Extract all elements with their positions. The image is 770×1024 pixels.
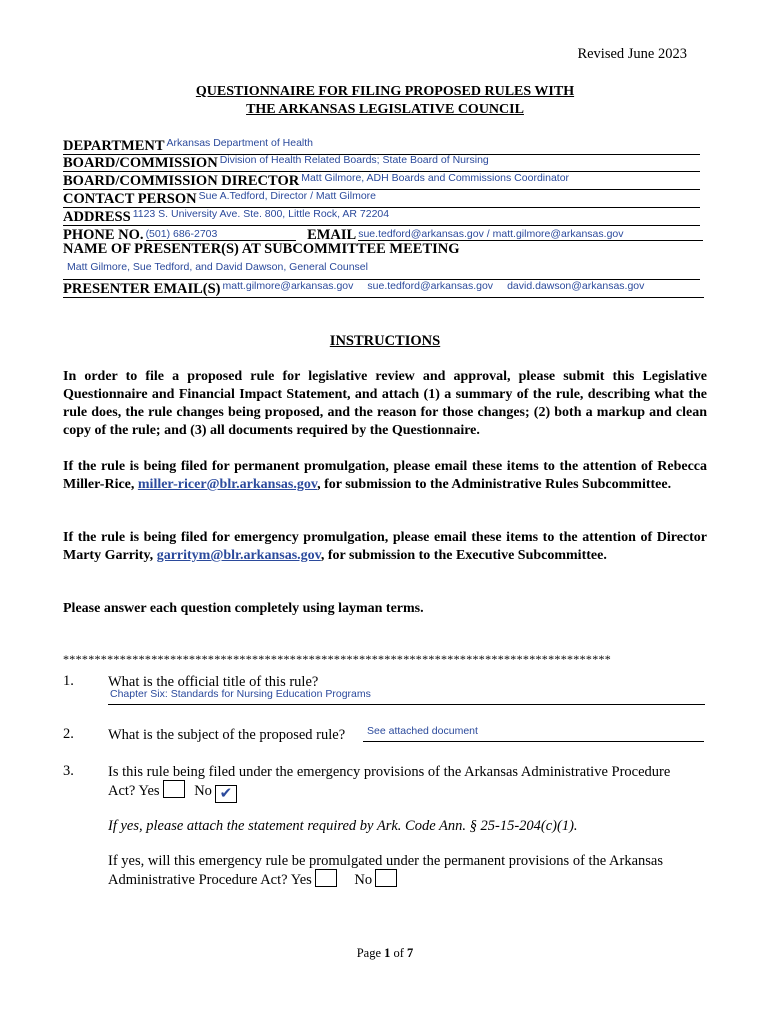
q1-number: 1. — [63, 673, 74, 689]
q2-answer: See attached document — [367, 725, 478, 737]
presenter-email-2[interactable]: sue.tedford@arkansas.gov — [367, 280, 494, 292]
contact-field[interactable]: Sue A.Tedford, Director / Matt Gilmore — [198, 190, 377, 202]
address-field[interactable]: 1123 S. University Ave. Ste. 800, Little Rock, AR 72204 — [132, 208, 390, 220]
q1-answer: Chapter Six: Standards for Nursing Education Programs — [110, 688, 371, 700]
page-number: Page 1 of 7 — [356, 946, 414, 960]
q3-sub-no-checkbox[interactable] — [375, 869, 397, 887]
miller-rice-email-link[interactable]: miller-ricer@blr.arkansas.gov — [137, 477, 318, 492]
q2-answer-field[interactable] — [363, 724, 704, 742]
q2-text: What is the subject of the proposed rule? — [108, 727, 346, 743]
q3-number: 3. — [63, 763, 74, 779]
presenter-email-3[interactable]: david.dawson@arkansas.gov — [507, 280, 645, 292]
director-field[interactable]: Matt Gilmore, ADH Boards and Commissions Coordinator — [301, 172, 570, 184]
q3-note: If yes, please attach the statement required by Ark. Code Ann. § 25-15-204(c)(1). — [108, 818, 578, 834]
page-title-line2: THE ARKANSAS LEGISLATIVE COUNCIL — [246, 102, 524, 117]
department-label: DEPARTMENT — [63, 138, 165, 154]
q3-yes-checkbox[interactable] — [163, 780, 185, 798]
q3-no-checkbox[interactable]: ✔ — [215, 785, 237, 803]
page-title-line1: QUESTIONNAIRE FOR FILING PROPOSED RULES WITH — [195, 84, 575, 99]
director-row — [63, 171, 700, 190]
board-label: BOARD/COMMISSION — [63, 155, 218, 171]
contact-label: CONTACT PERSON — [63, 191, 197, 207]
instructions-paragraph-4: Please answer each question completely using layman terms. — [63, 601, 424, 616]
email-field[interactable]: sue.tedford@arkansas.gov / matt.gilmore@arkansas.gov — [358, 228, 703, 241]
q3-text-line2: Act? Yes No ✔ — [108, 780, 237, 803]
presenters-label: NAME OF PRESENTER(S) AT SUBCOMMITTEE MEETING — [63, 241, 460, 257]
revision-date: Revised June 2023 — [577, 46, 687, 62]
phone-field[interactable]: (501) 686-2703 — [146, 228, 296, 241]
q3-sub-line1: If yes, will this emergency rule be promulgated under the permanent provisions of the Arkansas — [108, 853, 664, 869]
contact-row — [63, 189, 700, 208]
address-label: ADDRESS — [63, 209, 131, 225]
q3-text-line1: Is this rule being filed under the emergency provisions of the Arkansas Administrative Procedure — [108, 764, 671, 780]
instructions-heading: INSTRUCTIONS — [329, 333, 441, 349]
presenters-row — [63, 261, 700, 280]
phone-label: PHONE NO. — [63, 227, 144, 243]
presenters-field[interactable]: Matt Gilmore, Sue Tedford, and David Dawson, General Counsel — [67, 261, 368, 273]
presenter-email-1[interactable]: matt.gilmore@arkansas.gov — [222, 280, 354, 292]
garrity-email-link[interactable]: garritym@blr.arkansas.gov — [156, 548, 321, 563]
q2-number: 2. — [63, 726, 74, 742]
department-field[interactable]: Arkansas Department of Health — [166, 137, 314, 149]
separator-line: *************************************************************************************** — [63, 652, 612, 666]
address-row — [63, 207, 700, 226]
instructions-paragraph-2: If the rule is being filed for permanent promulgation, please email these items to the attention of Rebecca Miller-Rice, miller-ricer@blr.arkansas.gov, for submission to the Administrative Rules Subcommittee. — [63, 459, 707, 492]
instructions-paragraph-1: In order to file a proposed rule for legislative review and approval, please submit this Legislative Questionnaire and Financial Impact Statement, and attach (1) a summary of the rule, describing what the rule does, the rule changes being proposed, and the reason for those changes; (2) both a markup and clean copy of the rule; and (3) all documents required by the Questionnaire. — [63, 369, 707, 438]
presenter-emails-row — [63, 279, 704, 298]
q3-sub-yes-checkbox[interactable] — [315, 869, 337, 887]
board-field[interactable]: Division of Health Related Boards; State Board of Nursing — [219, 154, 489, 166]
presenter-emails-label: PRESENTER EMAIL(S) — [63, 281, 221, 297]
q3-sub-line2: Administrative Procedure Act? Yes No — [108, 869, 397, 889]
instructions-paragraph-3: If the rule is being filed for emergency promulgation, please email these items to the attention of Director Marty Garrity, garritym@blr.arkansas.gov, for submission to the Executive Subcommittee. — [63, 530, 707, 563]
email-label: EMAIL — [307, 227, 357, 243]
q1-answer-field[interactable] — [108, 688, 705, 705]
director-label: BOARD/COMMISSION DIRECTOR — [63, 173, 300, 189]
board-row — [63, 153, 700, 172]
q1-text: What is the official title of this rule? — [108, 674, 319, 690]
